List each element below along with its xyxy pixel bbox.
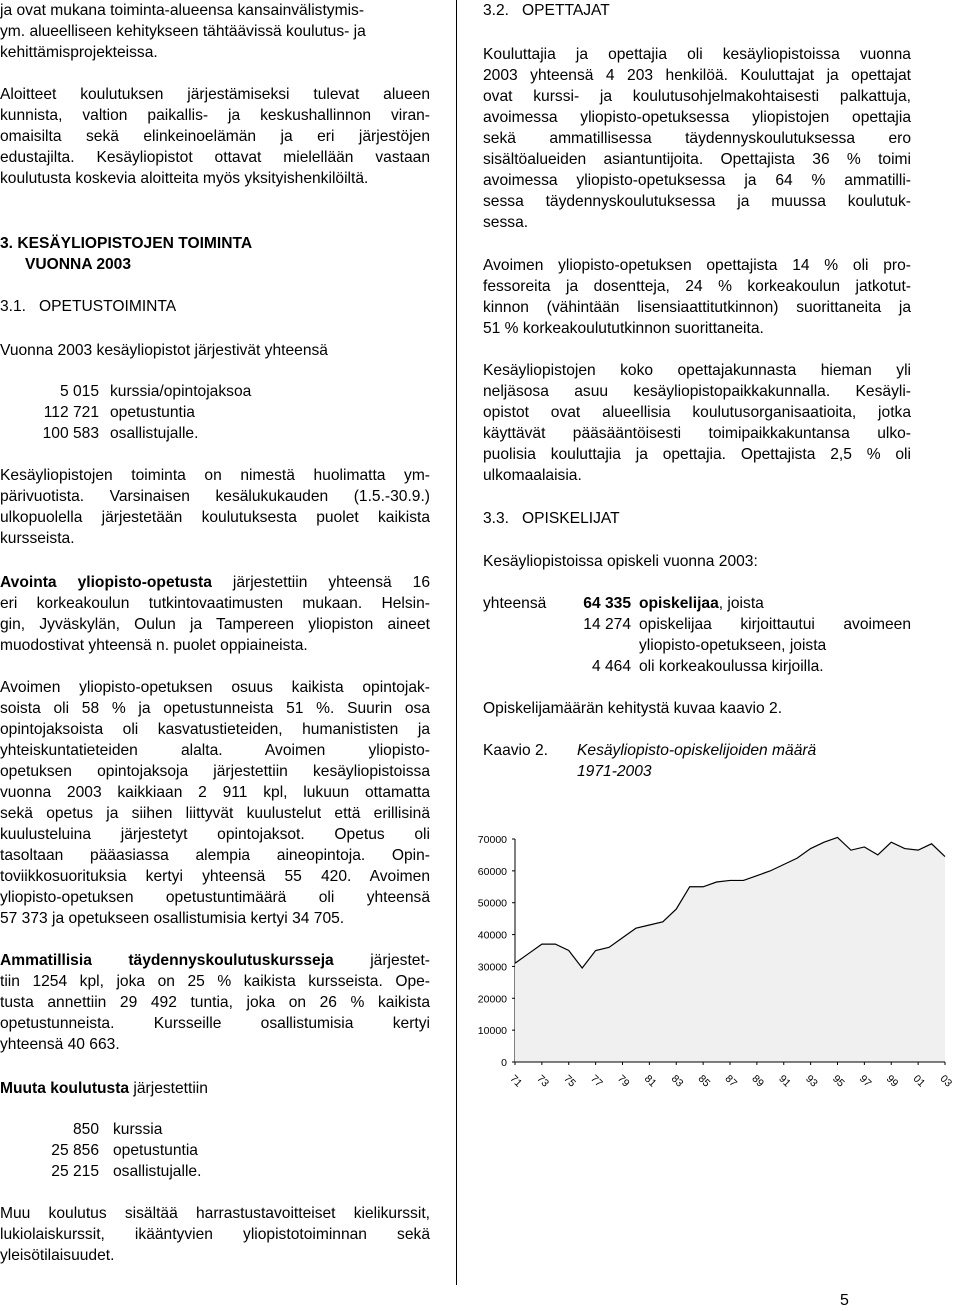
x-tick-label: 97 [856, 1072, 874, 1090]
paragraph-other-training [0, 1078, 430, 1099]
stats-label: kurssia/opintojaksoa [110, 383, 252, 400]
text-line: opetuksen opintojaksoja järjestettiin kesäyliopistoissa [0, 763, 430, 780]
x-tick-label: 95 [829, 1072, 847, 1090]
text-line: yliopisto-opetukseen, joista [639, 637, 827, 654]
y-tick-label: 50000 [477, 897, 507, 910]
x-tick-label: 01 [910, 1072, 928, 1090]
text-line: käyttävät pääsääntöisesti toimipaikkakuntansa ulko- [483, 425, 911, 442]
stats-number: 5 015 [59, 383, 99, 400]
text-line: avoimessa yliopisto-opetuksessa yliopistojen opettajia [483, 109, 911, 126]
text-line: muodostivat yhteensä n. puolet oppiaineista. [0, 637, 308, 654]
paragraph-professors [483, 255, 911, 339]
text-line: avoimessa yliopisto-opetuksessa ja 64 % ammatilli- [483, 172, 911, 189]
text-line: yliopisto-opetuksen opetustuntimäärä oli yhteensä [0, 889, 430, 906]
stats-label: opetustuntia [113, 1142, 198, 1159]
bold-term: Muuta koulutusta [0, 1080, 130, 1097]
y-tick-label: 20000 [477, 993, 507, 1006]
text-line: omaisilta sekä elinkeinoelämän ja eri järjestöjen [0, 128, 430, 145]
stats-label: osallistujalle. [110, 425, 199, 442]
paragraph-vocational [0, 950, 430, 1055]
students-total-label: yhteensä [483, 595, 547, 612]
text-line: tiin 1254 kpl, joka on 25 % kaikista kursseista. Ope- [0, 973, 430, 990]
students-uni-number: 4 464 [591, 658, 631, 675]
x-tick-label: 79 [614, 1072, 632, 1090]
text-line: sekä opetus ja siihen liittyvät kuulustelut että erillisinä [0, 805, 430, 822]
stats-number: 850 [72, 1121, 99, 1138]
y-tick-label: 60000 [477, 865, 507, 878]
text-line: lukiolaiskurssit, ikääntyvien yliopistotoiminnan sekä [0, 1226, 430, 1243]
paragraph-open-share [0, 677, 430, 929]
text-line: Kesäyliopistojen toiminta on nimestä huolimatta ym- [0, 467, 430, 484]
x-tick-label: 75 [561, 1072, 578, 1090]
text-line: soista oli 58 % ja opetustunneista 51 %. Suurin osa [0, 700, 430, 717]
stats-row [0, 1119, 201, 1140]
x-tick-label: 91 [776, 1072, 793, 1090]
stats-row [0, 402, 251, 423]
chart-caption-title: 1971-2003 [577, 763, 652, 780]
text-line: 57 373 ja opetukseen osallistumisia kertyi 34 705. [0, 910, 345, 927]
text-line: kursseista. [0, 530, 75, 547]
stats-number: 25 215 [51, 1163, 99, 1180]
text-line: kunnista, valtion paikallis- ja keskushallinnon viran- [0, 107, 430, 124]
text-line: 2003 yhteensä 4 203 henkilöä. Kouluttajat ja opettajat [483, 67, 911, 84]
student-count-chart [470, 822, 960, 1132]
text-line: sisältöalueiden asiantuntijoita. Opettajista 36 % toimi [483, 151, 911, 168]
y-tick-label: 10000 [477, 1025, 507, 1038]
x-tick-label: 87 [722, 1072, 740, 1090]
text-line: 51 % korkeakoulututkinnon suorittaneita. [483, 320, 764, 337]
text-line: kuulusteluina järjestetyt opintojaksot. Opetus oli [0, 826, 430, 843]
x-tick-label: 93 [803, 1072, 820, 1090]
paragraph-teachers [483, 44, 911, 233]
x-tick-label: 03 [937, 1072, 955, 1090]
text-line: Avoimen yliopisto-opetuksen opettajista 14 % oli pro- [483, 257, 911, 274]
text-line: tasoltaan pääasiassa alempia aineopintoja. Opin- [0, 847, 430, 864]
text-line: gin, Jyväskylän, Oulun ja Tampereen yliopiston aineet [0, 616, 430, 633]
x-tick-label: 73 [534, 1072, 552, 1090]
heading-section-3-3: 3.3. OPISKELIJAT [483, 510, 620, 527]
stats-number: 100 583 [42, 425, 99, 442]
text-fragment: , joista [718, 595, 764, 612]
stats-row [0, 1140, 201, 1161]
text-fragment: järjestettiin yhteensä 16 [211, 574, 430, 591]
text-line: opintojaksoista oli kasvatustieteiden, humanististen ja [0, 721, 430, 738]
text-line: fessoreita ja dosentteja, 24 % korkeakoulun jatkotut- [483, 278, 911, 295]
page-number: 5 [840, 1292, 849, 1309]
x-tick-label: 99 [883, 1072, 901, 1090]
stats-number: 25 856 [51, 1142, 99, 1159]
text-fragment: järjestettiin [129, 1080, 208, 1097]
x-tick-label: 83 [668, 1072, 686, 1090]
paragraph-local-teachers [483, 360, 911, 486]
paragraph-2003: Vuonna 2003 kesäyliopistot järjestivät yhteensä [0, 342, 328, 359]
text-line: puolisia kouluttajia ja opettajia. Opettajista 2,5 % oli [483, 446, 911, 463]
text-line: tusta annettiin 29 492 tuntia, joka on 26 % kaikista [0, 994, 430, 1011]
students-open-number: 14 274 [583, 616, 631, 633]
text-line: sessa. [483, 214, 529, 231]
paragraph-open-university [0, 572, 430, 656]
text-line: sekä ammatillisessa täydennyskoulutuksessa ero [483, 130, 911, 147]
text-line: yhteensä 40 663. [0, 1036, 120, 1053]
text-line: opetustunneista. Kursseille osallistumisia kertyi [0, 1015, 430, 1032]
text-line: Avoimen yliopisto-opetuksen osuus kaikista opintojak- [0, 679, 430, 696]
heading-section-3 [0, 233, 430, 275]
x-tick-label: 89 [749, 1072, 767, 1090]
text-line: edustajilta. Kesäyliopistot ottavat mielellään vastaan [0, 149, 430, 166]
paragraph-misc [0, 1203, 430, 1266]
text-line: opistot ovat alueellisia koulutusorganisaatioita, jotka [483, 404, 911, 421]
bold-term: Avointa yliopisto-opetusta [0, 574, 212, 591]
text-line: Kesäyliopistojen koko opettajakunnasta hieman yli [483, 362, 911, 379]
stats-label: kurssia [113, 1121, 163, 1138]
stats-table-other [0, 1119, 201, 1182]
text-line: pärivuotista. Varsinaisen kesälukukauden (1.5.-30.9.) [0, 488, 430, 505]
text-line: ja ovat mukana toiminta-alueensa kansainvälistymis- [0, 2, 365, 19]
text-line: eri korkeakoulun tutkintovaatimusten mukaan. Helsin- [0, 595, 430, 612]
text-line: ovat kurssi- ja koulutusohjelmakohtaisesti palkattuja, [483, 88, 911, 105]
text-line: ulkomaalaisia. [483, 467, 582, 484]
x-tick-label: 81 [641, 1072, 659, 1090]
students-row-total [483, 593, 911, 614]
text-line: vuonna 2003 kaikkiaan 2 911 kpl, lukuun ottamatta [0, 784, 430, 801]
paragraph-intro [0, 0, 430, 63]
text-line: yleisötilaisuudet. [0, 1247, 115, 1264]
stats-number: 112 721 [43, 404, 99, 421]
stats-table-teaching [0, 381, 251, 444]
text-line: sessa täydennyskoulutuksessa ja muussa koulutuk- [483, 193, 911, 210]
text-line: ulkopuolella järjestetään koulutuksesta puolet kaikista [0, 509, 430, 526]
column-divider [456, 0, 457, 1285]
paragraph-year-round [0, 465, 430, 549]
text-line: kinnon (vähintään lisensiaattitutkinnon) suorittaneita ja [483, 299, 911, 316]
students-row-uni [483, 656, 911, 677]
stats-row [0, 1161, 201, 1182]
chart-caption-label: Kaavio 2. [483, 742, 549, 759]
x-tick-label: 77 [588, 1072, 605, 1090]
x-tick-label: 71 [507, 1072, 525, 1090]
students-row-open-cont [483, 635, 911, 656]
stats-label: osallistujalle. [113, 1163, 202, 1180]
chart-caption [483, 740, 911, 782]
text-line: toviikkosuorituksia kertyi yhteensä 55 420. Avoimen [0, 868, 430, 885]
stats-row [0, 381, 251, 402]
students-total-number: 64 335 [583, 595, 631, 612]
text-line: kehittämisprojekteissa. [0, 44, 158, 61]
chart-caption-title: Kesäyliopisto-opiskelijoiden määrä [577, 742, 817, 759]
students-total-term: opiskelijaa [639, 595, 719, 612]
bold-term: Ammatillisia täydennyskoulutuskursseja [0, 952, 334, 969]
y-tick-label: 0 [501, 1057, 507, 1069]
text-line: oli korkeakoulussa kirjoilla. [639, 658, 824, 675]
y-tick-label: 40000 [477, 929, 507, 942]
stats-row [0, 423, 251, 444]
students-row-open [483, 614, 911, 635]
paragraph-students: Kesäyliopistoissa opiskeli vuonna 2003: [483, 553, 758, 570]
paragraph-initiatives [0, 84, 430, 189]
text-line: ym. alueelliseen kehitykseen tähtäävissä koulutus- ja [0, 23, 366, 40]
text-line: koulutusta koskevia aloitteita myös yksityishenkilöiltä. [0, 170, 369, 187]
paragraph-trend: Opiskelijamäärän kehitystä kuvaa kaavio 2. [483, 700, 783, 717]
stats-label: opetustuntia [110, 404, 195, 421]
heading-section-3-2: 3.2. OPETTAJAT [483, 2, 610, 19]
students-table [483, 593, 911, 677]
x-tick-label: 85 [695, 1072, 713, 1090]
text-line: Aloitteet koulutuksen järjestämiseksi tulevat alueen [0, 86, 430, 103]
text-line: yhteiskuntatieteiden alalta. Avoimen yliopisto- [0, 742, 430, 759]
y-tick-label: 30000 [477, 961, 507, 974]
text-line: opiskelijaa kirjoittautui avoimeen [639, 616, 911, 633]
text-line: Kouluttajia ja opettajia oli kesäyliopistoissa vuonna [483, 46, 911, 63]
heading-line: 3. KESÄYLIOPISTOJEN TOIMINTA [0, 235, 253, 252]
text-fragment: järjestet- [333, 952, 430, 969]
y-tick-label: 70000 [477, 834, 507, 846]
text-line: neljäsosa asuu kesäyliopistopaikkakunnalla. Kesäyli- [483, 383, 911, 400]
heading-section-3-1: 3.1. OPETUSTOIMINTA [0, 298, 177, 315]
heading-line: VUONNA 2003 [25, 256, 132, 273]
area-fill [515, 837, 945, 1062]
text-line: Muu koulutus sisältää harrastustavoitteiset kielikurssit, [0, 1205, 430, 1222]
